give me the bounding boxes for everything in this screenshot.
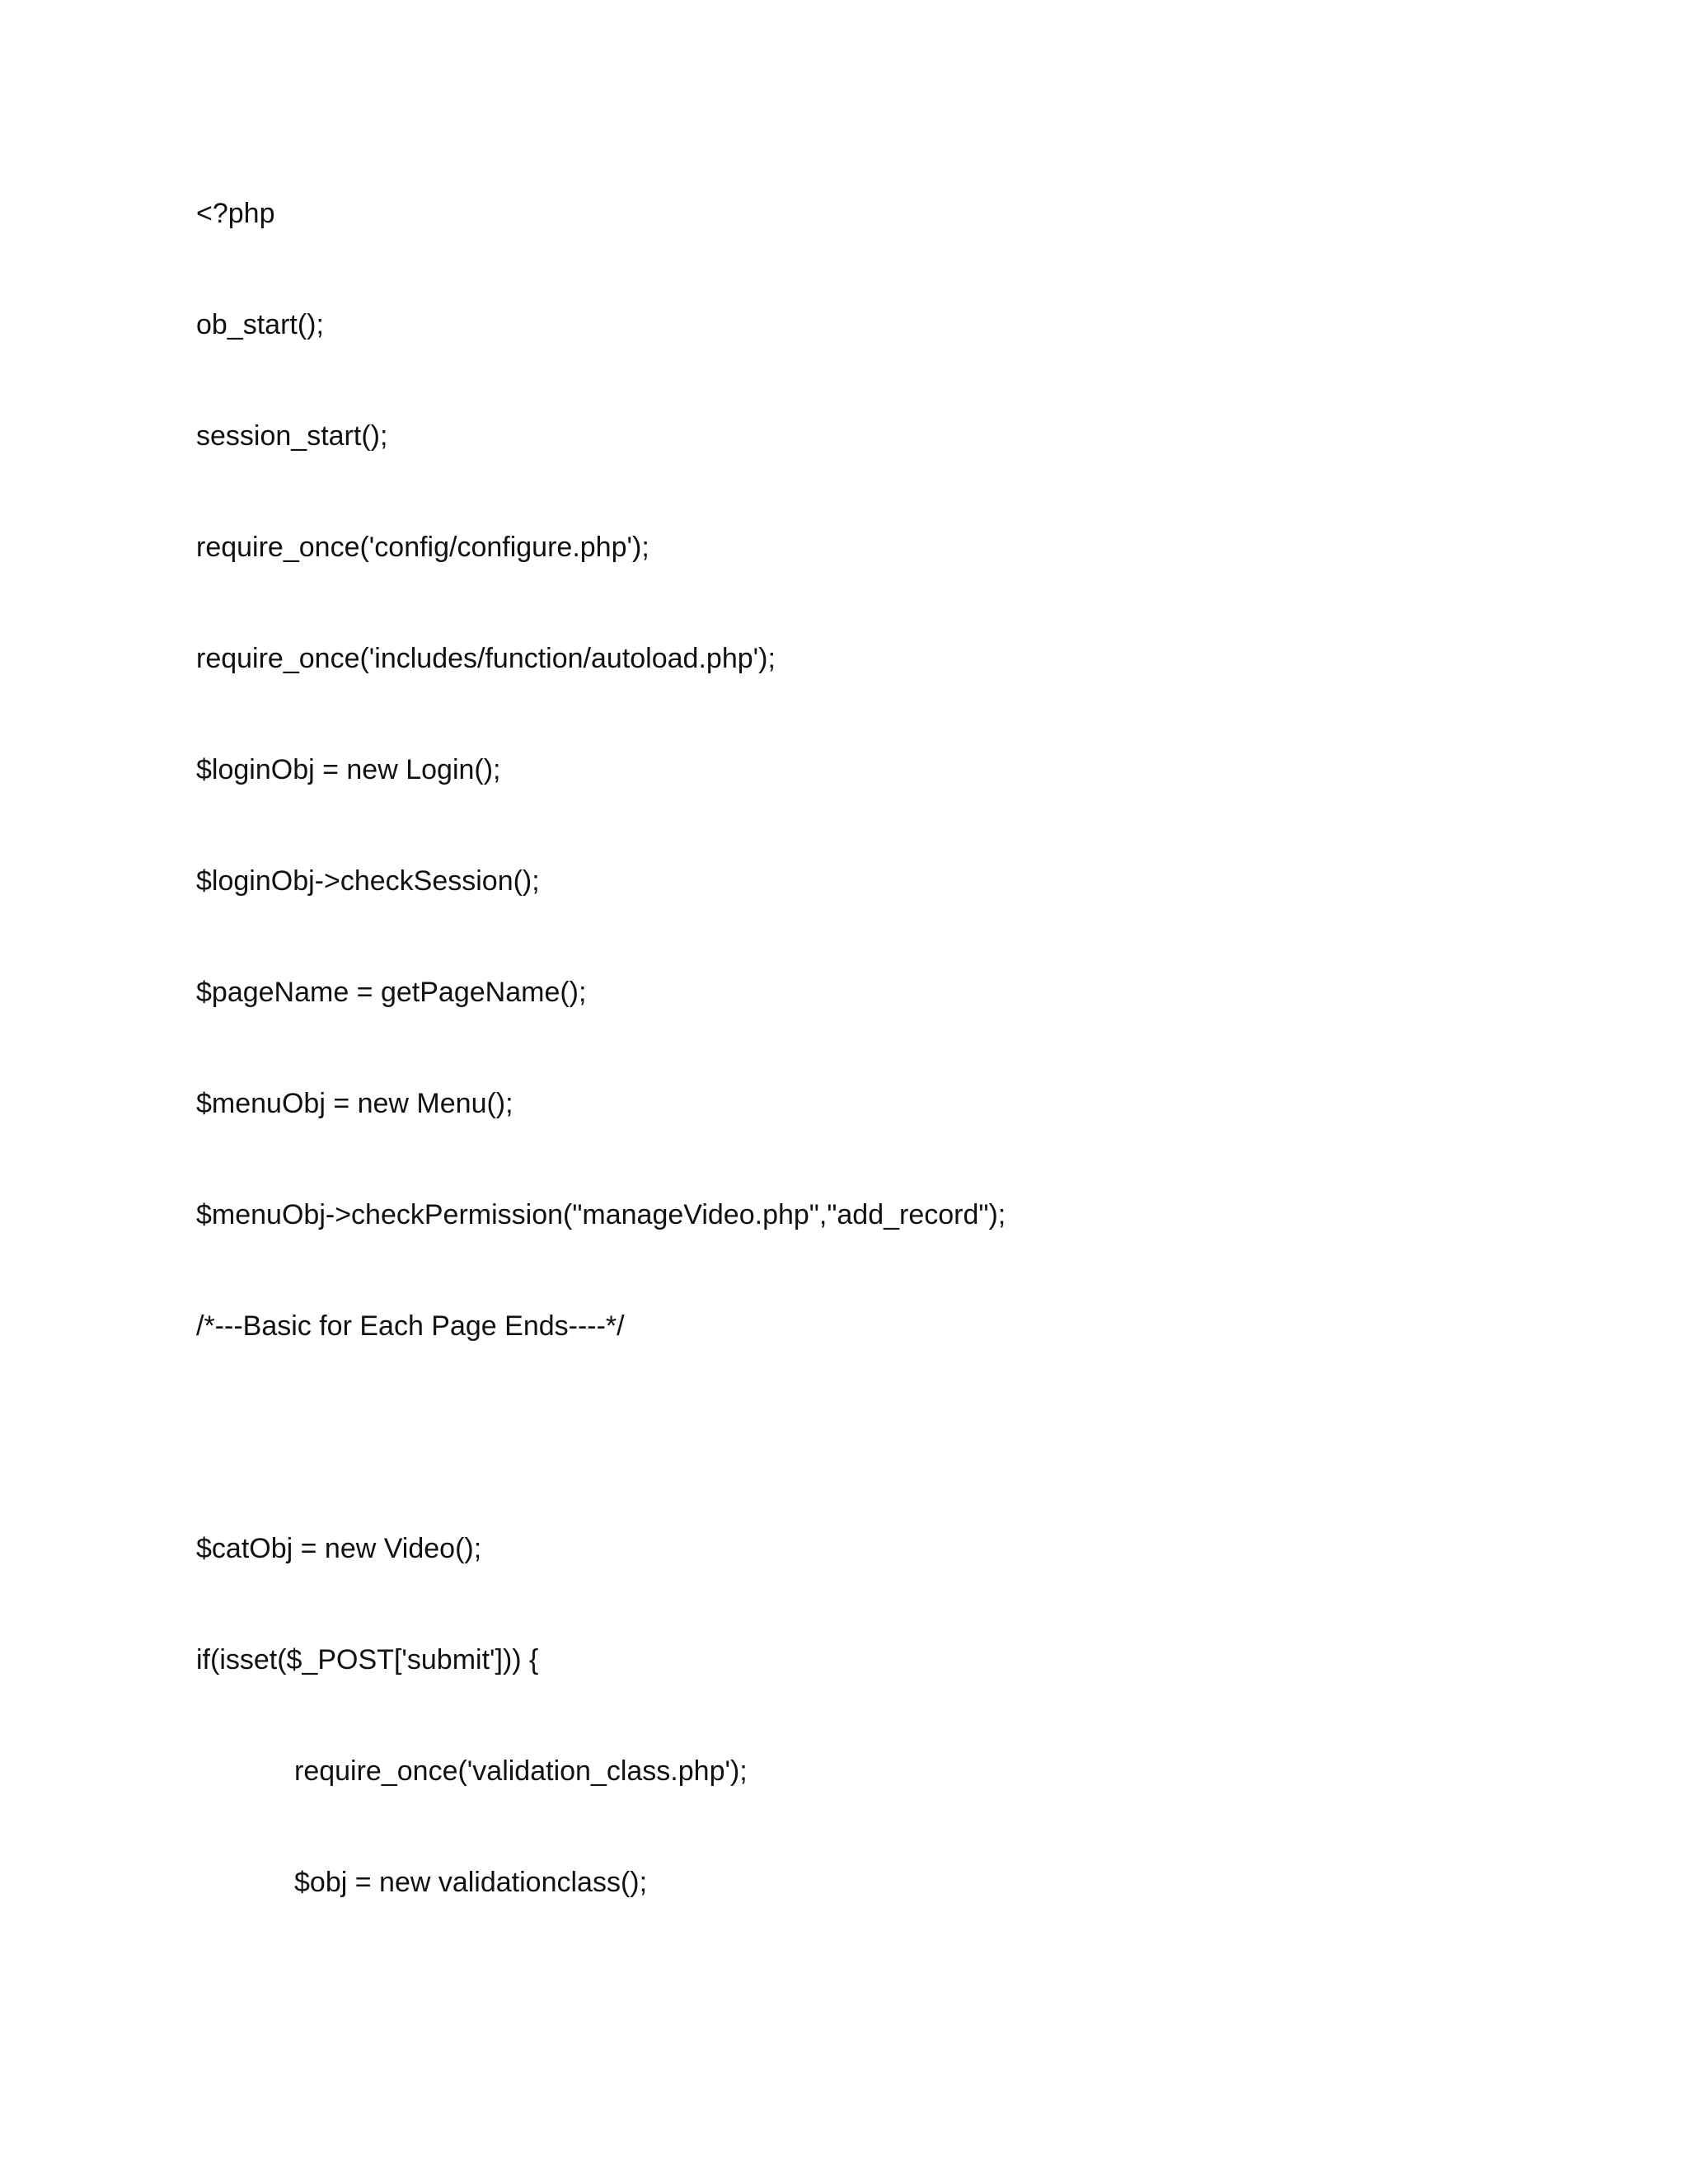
code-line-ob-start: ob_start(); — [196, 309, 324, 340]
code-line-session-start: session_start(); — [196, 420, 388, 452]
code-line-require-autoload: require_once('includes/function/autoload.php'); — [196, 643, 776, 674]
code-line-comment: /*---Basic for Each Page Ends----*/ — [196, 1310, 625, 1342]
code-line-if-submit: if(isset($_POST['submit'])) { — [196, 1644, 539, 1675]
code-line-require-configure: require_once('config/configure.php'); — [196, 532, 649, 563]
code-line-require-validation: require_once('validation_class.php'); — [294, 1755, 748, 1787]
code-line-new-validationclass: $obj = new validationclass(); — [294, 1867, 648, 1898]
code-line-new-menu: $menuObj = new Menu(); — [196, 1088, 513, 1119]
code-line-new-login: $loginObj = new Login(); — [196, 754, 501, 785]
code-line-page-name: $pageName = getPageName(); — [196, 977, 587, 1008]
code-line-check-permission: $menuObj->checkPermission("manageVideo.php","add_record"); — [196, 1199, 1006, 1230]
code-line-check-session: $loginObj->checkSession(); — [196, 865, 540, 897]
code-line-php-open: <?php — [196, 198, 275, 229]
code-line-new-video: $catObj = new Video(); — [196, 1533, 482, 1564]
